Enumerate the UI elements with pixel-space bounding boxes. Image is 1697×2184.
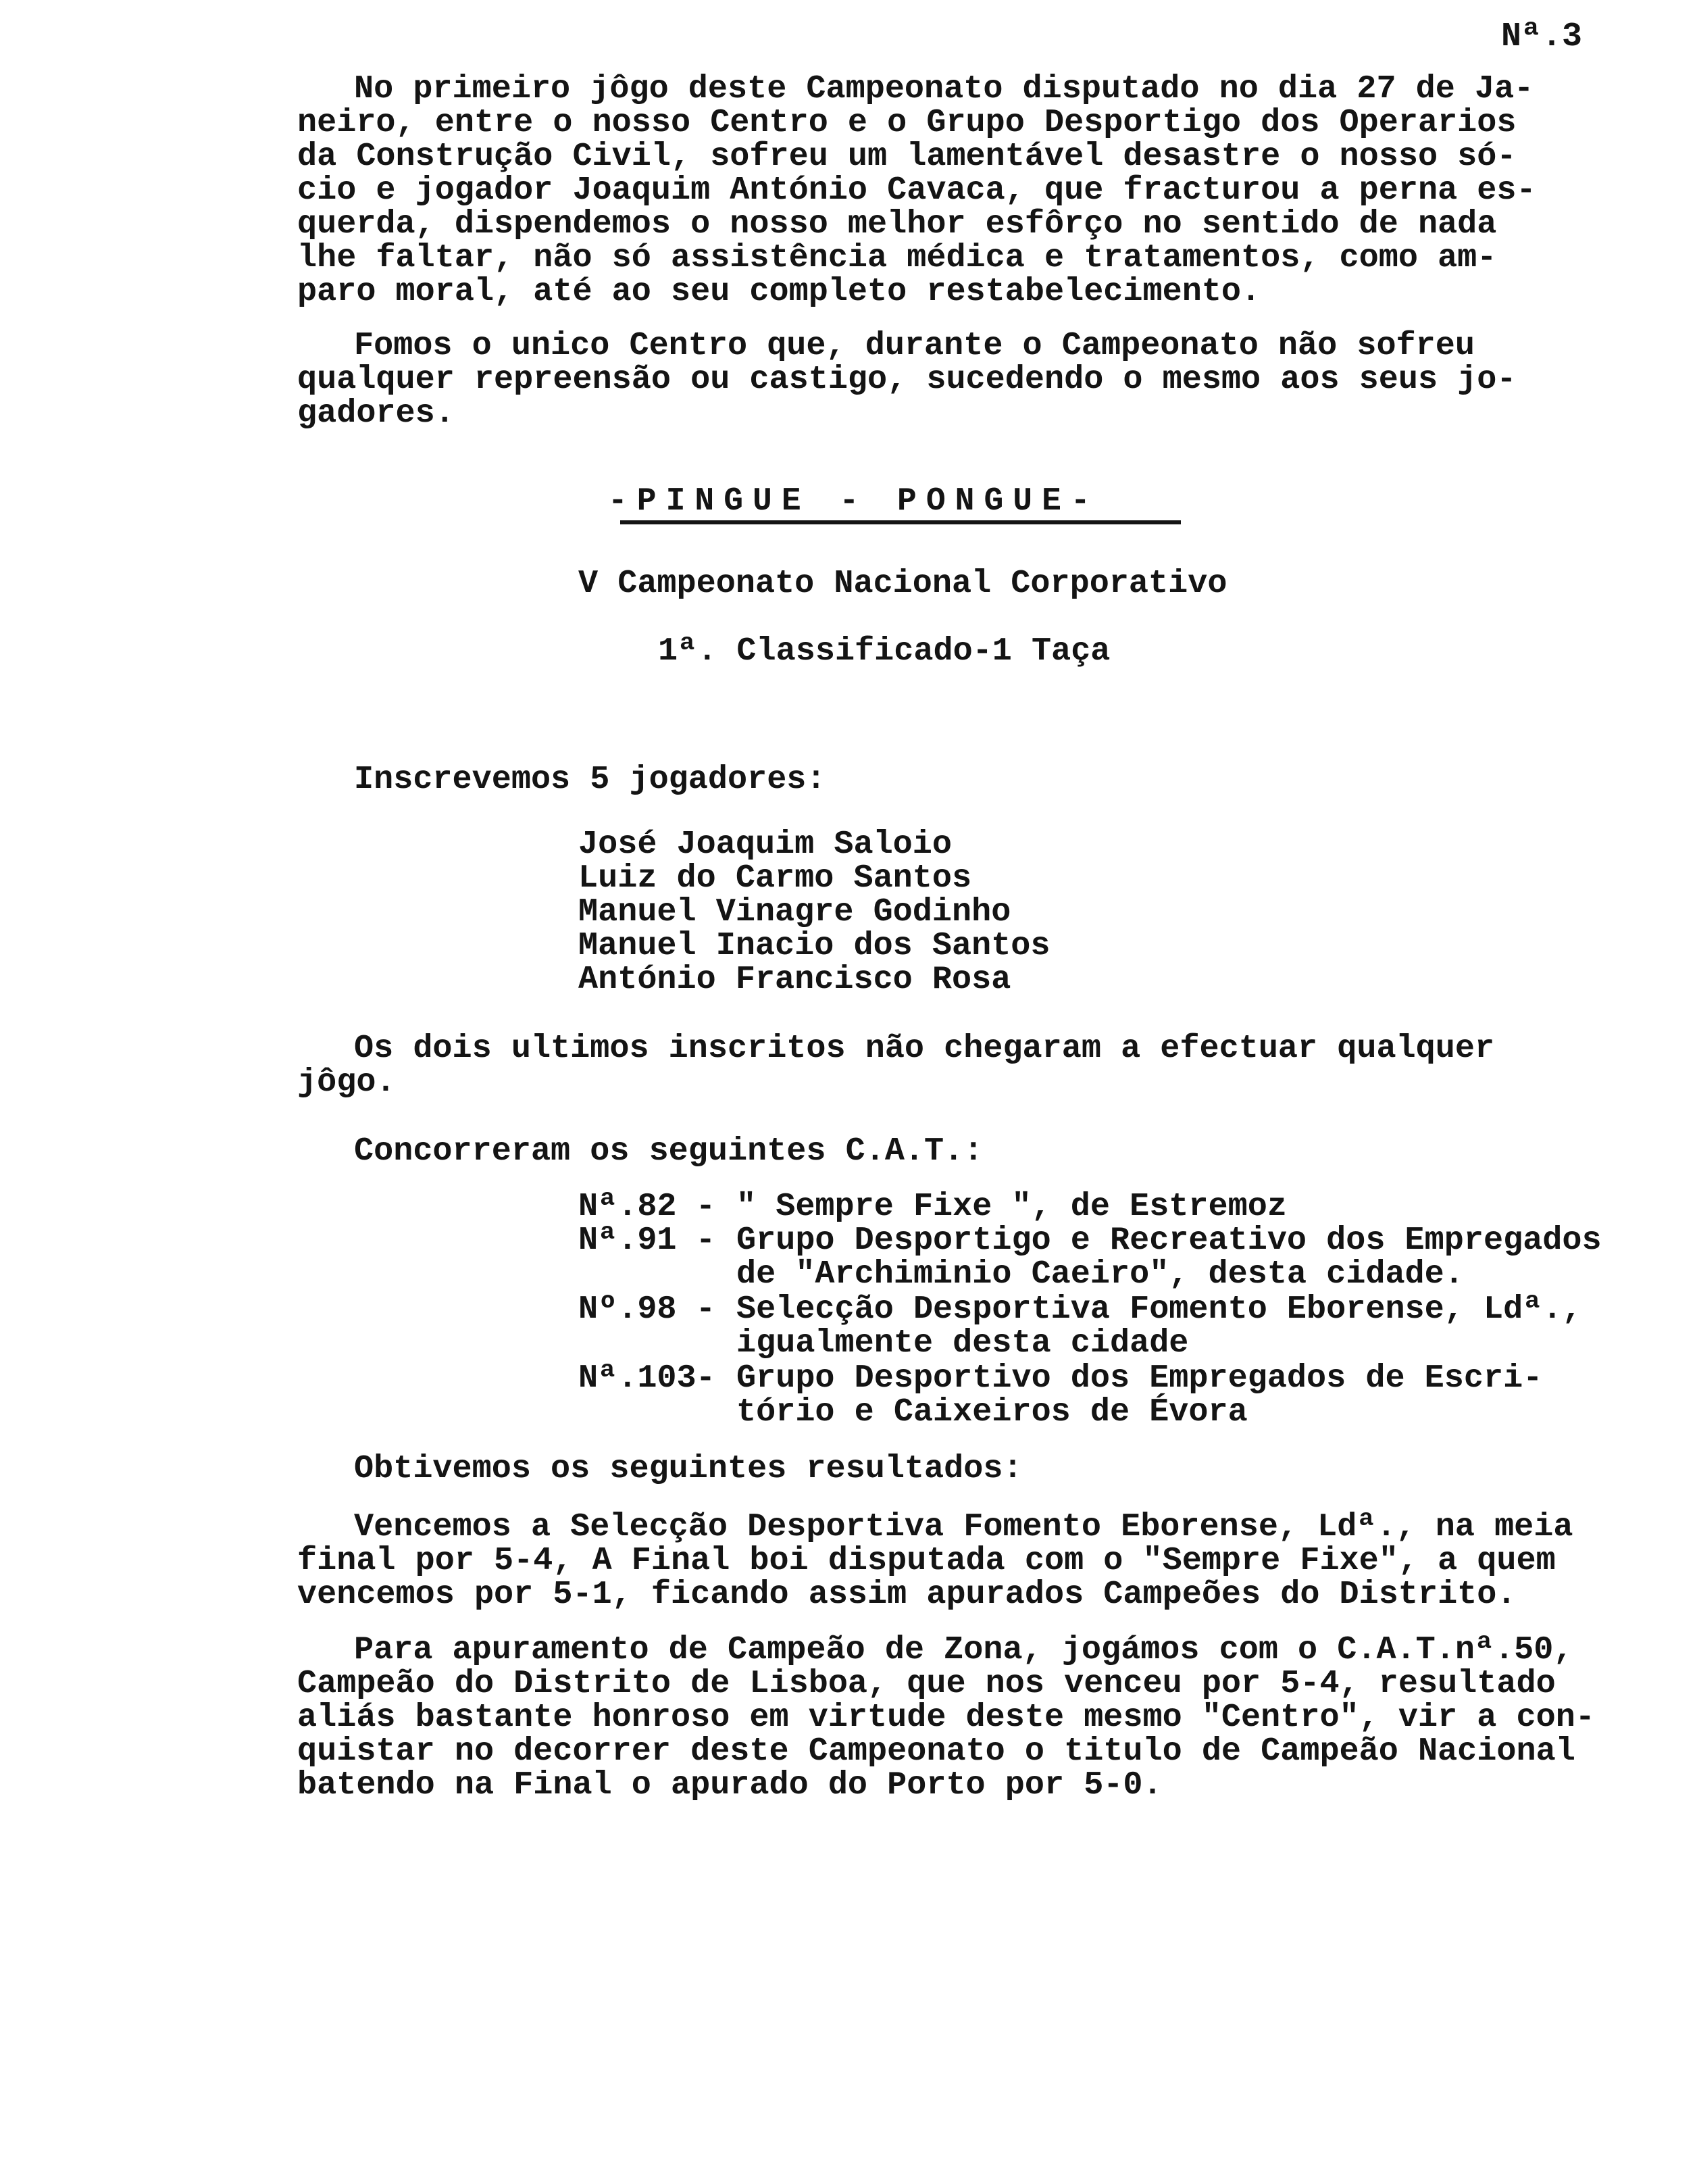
section-title: -PINGUE - PONGUE- <box>608 483 1100 520</box>
zone-line-4: quistar no decorrer deste Campeonato o titulo de Campeão Nacional <box>297 1733 1575 1770</box>
zone-line-3: aliás bastante honroso em virtude deste mesmo "Centro", vir a con- <box>297 1699 1595 1736</box>
zone-line-5: batendo na Final o apurado do Porto por 5-0. <box>297 1766 1163 1804</box>
competitor-name-line: Grupo Desportivo dos Empregados de Escri- <box>736 1360 1543 1397</box>
last-two-note-line-1: Os dois ultimos inscritos não chegaram a efectuar qualquer <box>354 1030 1495 1067</box>
player-name: Luiz do Carmo Santos <box>578 860 972 897</box>
competitor-name-line: tório e Caixeiros de Évora <box>736 1393 1248 1431</box>
intro-line-2: neiro, entre o nosso Centro e o Grupo Desportigo dos Operarios <box>297 104 1517 141</box>
second-line-2: qualquer repreensão ou castigo, sucedendo o mesmo aos seus jo- <box>297 361 1517 398</box>
competitor-name-line: Grupo Desportigo e Recreativo dos Empregados <box>736 1222 1602 1259</box>
title-underline <box>620 520 1181 524</box>
intro-line-3: da Construção Civil, sofreu um lamentável desastre o nosso só- <box>297 138 1517 175</box>
competitor-name-line: " Sempre Fixe ", de Estremoz <box>736 1188 1287 1225</box>
second-line-1: Fomos o unico Centro que, durante o Campeonato não sofreu <box>354 327 1475 364</box>
intro-line-1: No primeiro jôgo deste Campeonato disputado no dia 27 de Ja- <box>354 70 1534 107</box>
player-name: António Francisco Rosa <box>578 961 1011 998</box>
page-number: Nª.3 <box>1501 18 1583 56</box>
zone-line-1: Para apuramento de Campeão de Zona, jogámos com o C.A.T.nª.50, <box>354 1631 1573 1668</box>
competitor-name-line: de "Archiminio Caeiro", desta cidade. <box>736 1256 1464 1293</box>
competitor-number: Nª.82 <box>578 1188 677 1225</box>
competitor-dash: - <box>696 1188 716 1225</box>
intro-line-7: paro moral, até ao seu completo restabelecimento. <box>297 273 1261 310</box>
classification: 1ª. Classificado-1 Taça <box>658 632 1111 670</box>
zone-line-2: Campeão do Distrito de Lisboa, que nos venceu por 5-4, resultado <box>297 1665 1556 1702</box>
competitor-name-line: Selecção Desportiva Fomento Eborense, Ldª., <box>736 1291 1582 1328</box>
competitors-intro: Concorreram os seguintes C.A.T.: <box>354 1133 984 1170</box>
results-intro: Obtivemos os seguintes resultados: <box>354 1450 1023 1487</box>
results-line-3: vencemos por 5-1, ficando assim apurados Campeões do Distrito. <box>297 1576 1517 1613</box>
last-two-note-line-2: jôgo. <box>297 1064 396 1101</box>
competitor-dash: - <box>696 1222 716 1259</box>
competitor-name-line: igualmente desta cidade <box>736 1324 1189 1362</box>
second-line-3: gadores. <box>297 395 455 432</box>
competitor-dash: - <box>696 1360 716 1397</box>
competitor-number: Nª.91 <box>578 1222 677 1259</box>
intro-line-5: querda, dispendemos o nosso melhor esfôrço no sentido de nada <box>297 205 1497 243</box>
competitor-number: Nº.98 <box>578 1291 677 1328</box>
player-name: Manuel Inacio dos Santos <box>578 927 1050 964</box>
results-line-1: Vencemos a Selecção Desportiva Fomento Eborense, Ldª., na meia <box>354 1508 1573 1545</box>
competitor-number: Nª.103 <box>578 1360 696 1397</box>
player-name: José Joaquim Saloio <box>578 826 952 863</box>
intro-line-4: cio e jogador Joaquim António Cavaca, que fracturou a perna es- <box>297 172 1536 209</box>
championship-name: V Campeonato Nacional Corporativo <box>578 565 1227 602</box>
results-line-2: final por 5-4, A Final boi disputada com o "Sempre Fixe", a quem <box>297 1542 1556 1579</box>
intro-line-6: lhe faltar, não só assistência médica e tratamentos, como am- <box>297 239 1497 276</box>
competitor-dash: - <box>696 1291 716 1328</box>
players-intro: Inscrevemos 5 jogadores: <box>354 761 826 798</box>
player-name: Manuel Vinagre Godinho <box>578 893 1011 930</box>
